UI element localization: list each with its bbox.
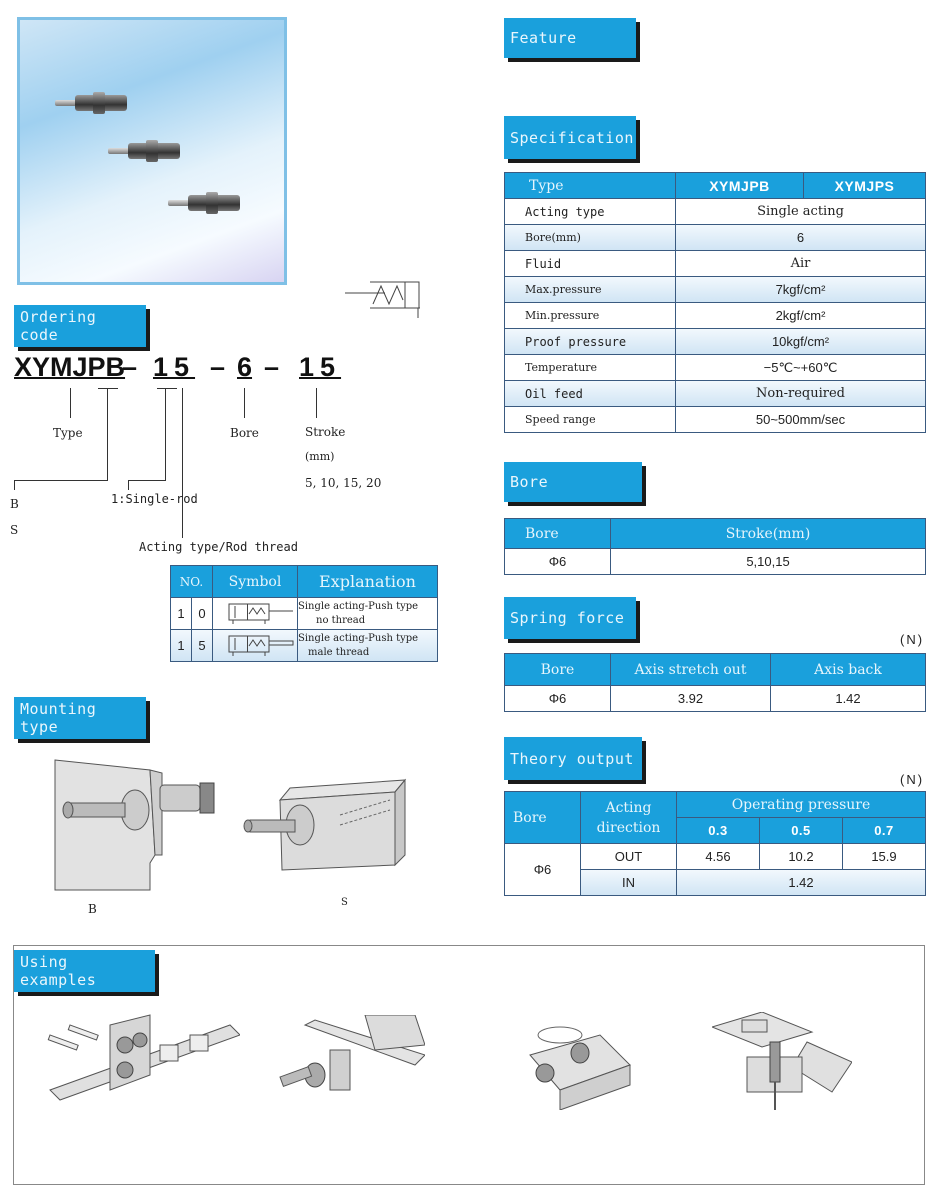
connector-line: [157, 388, 177, 389]
header-operating-pressure: Operating pressure: [677, 792, 926, 818]
ordering-stroke-code: 15: [299, 352, 342, 382]
ordering-model-code: XYMJPB: [14, 352, 126, 382]
label-mount-b: B: [10, 497, 19, 511]
code-digit: 5: [192, 630, 213, 662]
label-single-rod: 1:Single-rod: [111, 492, 198, 506]
spec-label: Max.pressure: [505, 277, 676, 303]
bore-value: Φ6: [505, 549, 611, 575]
spec-label: Min.pressure: [505, 303, 676, 329]
header-model: XYMJPB: [676, 173, 804, 199]
explanation-line: Single acting-Push type: [298, 632, 419, 644]
label-type: Type: [53, 426, 83, 440]
label-bore: Bore: [230, 426, 259, 440]
connector-line: [98, 388, 118, 389]
header-acting-direction: [581, 792, 677, 844]
spring-force-table: [504, 653, 926, 712]
header-stretch-out: Axis stretch out: [611, 654, 771, 686]
connector-line: [128, 480, 166, 481]
table-header-row: [505, 173, 926, 199]
table-row: [505, 844, 926, 870]
table-row: [505, 407, 926, 433]
explanation-line: no thread: [316, 614, 366, 626]
table-row: [505, 303, 926, 329]
bore-table: [504, 518, 926, 575]
header-model: XYMJPS: [804, 173, 926, 199]
mounting-s-illustration: [240, 770, 410, 885]
direction-in: IN: [581, 870, 677, 896]
explanation-line: Single acting-Push type: [298, 600, 419, 612]
example-clamp-illustration: [712, 1012, 852, 1112]
table-row: [505, 686, 926, 712]
header-pressure-value: 0.5: [759, 818, 842, 844]
example-stopper-illustration: [275, 1015, 425, 1115]
bore-value: Φ6: [505, 844, 581, 896]
section-heading-feature: Feature: [504, 18, 636, 58]
spec-value: Non-required: [676, 381, 926, 407]
spec-label: Fluid: [505, 251, 676, 277]
output-value: 4.56: [677, 844, 760, 870]
label-acting-rod-thread: Acting type/Rod thread: [139, 540, 298, 554]
table-row: [505, 355, 926, 381]
spec-label: Oil feed: [505, 381, 676, 407]
section-heading-bore: Bore: [504, 462, 642, 502]
header-bore: Bore: [505, 654, 611, 686]
spec-value: Single acting: [676, 199, 926, 225]
example-gripper-illustration: [520, 1015, 640, 1110]
spec-value: −5℃~+60℃: [676, 355, 926, 381]
table-row: [505, 251, 926, 277]
header-pressure-value: 0.7: [842, 818, 925, 844]
output-value: 15.9: [842, 844, 925, 870]
table-header-row: [505, 792, 926, 818]
spec-label: Temperature: [505, 355, 676, 381]
table-header-row: [171, 566, 438, 598]
label-stroke-values: 5, 10, 15, 20: [305, 476, 382, 490]
table-row: [505, 199, 926, 225]
unit-label: (N): [900, 772, 925, 787]
connector-line: [107, 388, 108, 480]
section-heading-using-examples: Using examples: [14, 950, 155, 992]
connector-line: [182, 388, 183, 538]
bore-value: Φ6: [505, 686, 611, 712]
table-row: [505, 381, 926, 407]
symbol-cell: [213, 630, 298, 662]
mounting-s-label: S: [341, 897, 348, 908]
explanation-cell: [298, 598, 438, 630]
mounting-b-illustration: [50, 755, 220, 895]
header-symbol: Symbol: [213, 566, 298, 598]
direction-out: OUT: [581, 844, 677, 870]
connector-line: [14, 480, 108, 481]
section-heading-specification: Specification: [504, 116, 636, 159]
example-conveyor-illustration: [40, 1005, 240, 1115]
header-explanation: Explanation: [298, 566, 438, 598]
table-row: [505, 277, 926, 303]
table-row: [505, 329, 926, 355]
table-header-row: [505, 654, 926, 686]
spec-value: 50~500mm/sec: [676, 407, 926, 433]
spec-value: 10kgf/cm²: [676, 329, 926, 355]
cylinder-image: [168, 192, 248, 214]
spec-value: 2kgf/cm²: [676, 303, 926, 329]
ordering-acting-code: 15: [153, 352, 196, 382]
connector-line: [316, 388, 317, 418]
cylinder-image: [55, 92, 135, 114]
acting-type-table: [170, 565, 438, 662]
ordering-bore-code: 6: [237, 352, 253, 382]
header-type: Type: [505, 173, 676, 199]
header-axis-back: Axis back: [771, 654, 926, 686]
section-heading-spring-force: Spring force: [504, 597, 636, 639]
ordering-dash: –: [210, 352, 226, 382]
code-digit: 1: [171, 598, 192, 630]
connector-line: [14, 480, 15, 490]
table-row: [505, 225, 926, 251]
connector-line: [244, 388, 245, 418]
push-cylinder-symbol-icon: [213, 598, 297, 626]
table-row: [505, 549, 926, 575]
spec-label: Acting type: [505, 199, 676, 225]
connector-line: [165, 388, 166, 480]
label-stroke-unit: (mm): [305, 450, 335, 463]
table-row: [171, 598, 438, 630]
specification-table: [504, 172, 926, 433]
spec-value: 6: [676, 225, 926, 251]
spec-label: Speed range: [505, 407, 676, 433]
explanation-cell: [298, 630, 438, 662]
ordering-dash: –: [122, 352, 138, 382]
table-header-row: [505, 519, 926, 549]
unit-label: (N): [900, 632, 925, 647]
output-value: 1.42: [677, 870, 926, 896]
connector-line: [70, 388, 71, 418]
label-mount-s: S: [10, 523, 19, 537]
cylinder-image: [108, 140, 188, 162]
spec-value: Air: [676, 251, 926, 277]
theory-output-table: [504, 791, 926, 896]
section-heading-theory-output: Theory output: [504, 737, 642, 780]
output-value: 10.2: [759, 844, 842, 870]
header-line: Acting: [605, 799, 652, 816]
spec-label: Bore(mm): [505, 225, 676, 251]
header-stroke: Stroke(mm): [611, 519, 926, 549]
explanation-line: male thread: [308, 646, 370, 658]
header-line: direction: [596, 819, 661, 836]
header-pressure-value: 0.3: [677, 818, 760, 844]
code-digit: 0: [192, 598, 213, 630]
connector-line: [128, 480, 129, 490]
spring-cylinder-symbol-icon: [345, 280, 425, 324]
table-row: [171, 630, 438, 662]
product-photo: [17, 17, 287, 285]
stroke-value: 5,10,15: [611, 549, 926, 575]
push-cylinder-symbol-icon: [213, 630, 297, 658]
header-bore: Bore: [505, 792, 581, 844]
mounting-b-label: B: [88, 902, 97, 916]
symbol-cell: [213, 598, 298, 630]
stretch-out-value: 3.92: [611, 686, 771, 712]
section-heading-ordering-code: Ordering code: [14, 305, 146, 347]
header-no: NO.: [171, 566, 213, 598]
header-bore: Bore: [505, 519, 611, 549]
code-digit: 1: [171, 630, 192, 662]
ordering-dash: –: [264, 352, 280, 382]
axis-back-value: 1.42: [771, 686, 926, 712]
label-stroke: Stroke: [305, 425, 346, 439]
spec-value: 7kgf/cm²: [676, 277, 926, 303]
section-heading-mounting-type: Mounting type: [14, 697, 146, 739]
spec-label: Proof pressure: [505, 329, 676, 355]
